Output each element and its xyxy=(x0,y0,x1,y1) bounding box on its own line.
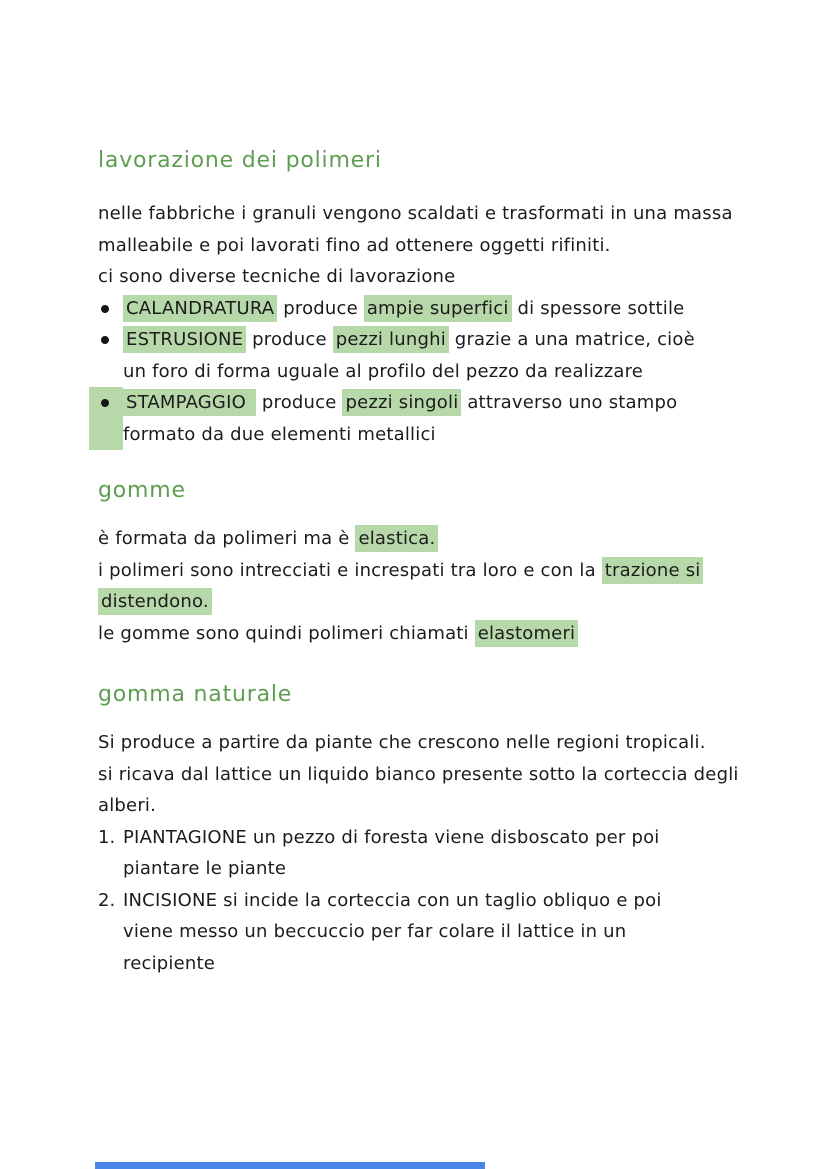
section-gomme xyxy=(98,476,750,649)
highlight-distendono: distendono. xyxy=(98,588,212,615)
text-line: si ricava dal lattice un liquido bianco presente sotto la corteccia degli xyxy=(98,763,739,785)
text-line xyxy=(98,618,750,650)
numbered-item-piantagione xyxy=(98,822,750,885)
bullet-dot-icon xyxy=(101,399,109,407)
heading-gomma-naturale: gomma naturale xyxy=(98,682,293,707)
section-lavorazione-polimeri xyxy=(98,146,750,450)
text-line: INCISIONE si incide la corteccia con un taglio obliquo e poi xyxy=(123,889,662,911)
highlight-estrusione: ESTRUSIONE xyxy=(123,326,246,353)
bullet-marker xyxy=(98,324,123,387)
text-segment: le gomme sono quindi polimeri chiamati xyxy=(98,622,475,644)
text-line: nelle fabbriche i granuli vengono scaldati e trasformati in una massa xyxy=(98,203,733,224)
text-line xyxy=(123,387,750,419)
text-line xyxy=(123,293,750,325)
text-segment: è formata da polimeri ma è xyxy=(98,528,356,549)
bullet-item-calandratura xyxy=(98,293,750,325)
text-line xyxy=(98,555,750,587)
bullet-dot-icon xyxy=(101,305,109,313)
text-line: piantare le piante xyxy=(123,858,287,879)
highlight-trazione-si: trazione si xyxy=(602,557,704,584)
bullet-dot-icon xyxy=(101,336,109,344)
bullet-text xyxy=(123,293,750,325)
bullet-text xyxy=(123,387,750,450)
heading-gomme: gomme xyxy=(98,478,186,503)
text-line: formato da due elementi metallici xyxy=(123,423,436,445)
list-number: 1. xyxy=(98,826,116,848)
highlight-calandratura: CALANDRATURA xyxy=(123,295,277,322)
text-line: un foro di forma uguale al profilo del pezzo da realizzare xyxy=(123,360,644,382)
bullet-item-stampaggio xyxy=(98,387,750,450)
text-line: recipiente xyxy=(123,952,216,974)
highlight-ampie-superfici: ampie superfici xyxy=(364,295,512,322)
highlight-pezzi-lunghi: pezzi lunghi xyxy=(333,326,449,353)
paragraph-gomme xyxy=(98,523,750,649)
highlight-elastomeri: elastomeri xyxy=(475,620,579,647)
text-line: viene messo un beccuccio per far colare il lattice in un xyxy=(123,921,627,942)
highlight-stampaggio: STAMPAGGIO xyxy=(123,389,256,416)
paragraph-lavorazione-intro xyxy=(98,198,750,293)
notes-content xyxy=(98,146,750,979)
text-line: PIANTAGIONE un pezzo di foresta viene disboscato per poi xyxy=(123,826,660,848)
bullet-marker xyxy=(89,387,123,450)
bullet-list-tecniche xyxy=(98,293,750,451)
numbered-text xyxy=(123,885,750,980)
text-line: ci sono diverse tecniche di lavorazione xyxy=(98,266,456,287)
list-number: 2. xyxy=(98,889,116,911)
heading-lavorazione-dei-polimeri: lavorazione dei polimeri xyxy=(98,148,382,173)
text-segment: di spessore sottile xyxy=(511,297,685,319)
bullet-marker xyxy=(98,293,123,325)
bullet-item-estrusione xyxy=(98,324,750,387)
highlight-elastica: elastica. xyxy=(355,525,438,552)
bullet-text xyxy=(123,324,750,387)
text-segment: produce xyxy=(255,392,343,413)
numbered-item-incisione xyxy=(98,885,750,980)
paragraph-gomma-naturale-intro xyxy=(98,727,750,822)
text-line: alberi. xyxy=(98,795,157,816)
text-segment: grazie a una matrice, cioè xyxy=(448,329,695,350)
text-line: Si produce a partire da piante che crescono nelle regioni tropicali. xyxy=(98,732,706,753)
text-line xyxy=(98,523,750,555)
text-line xyxy=(98,586,750,618)
text-line: malleabile e poi lavorati fino ad ottenere oggetti rifiniti. xyxy=(98,234,611,256)
text-segment: attraverso uno stampo xyxy=(461,392,678,413)
section-gomma-naturale xyxy=(98,680,750,979)
text-segment: produce xyxy=(277,297,364,319)
numbered-text xyxy=(123,822,750,885)
text-line xyxy=(123,324,750,356)
text-segment: produce xyxy=(246,329,333,350)
next-section-highlight-sliver xyxy=(95,1162,485,1169)
text-segment: i polimeri sono intrecciati e increspati tra loro e con la xyxy=(98,559,602,581)
numbered-list-processo xyxy=(98,822,750,980)
highlight-pezzi-singoli: pezzi singoli xyxy=(342,389,461,416)
